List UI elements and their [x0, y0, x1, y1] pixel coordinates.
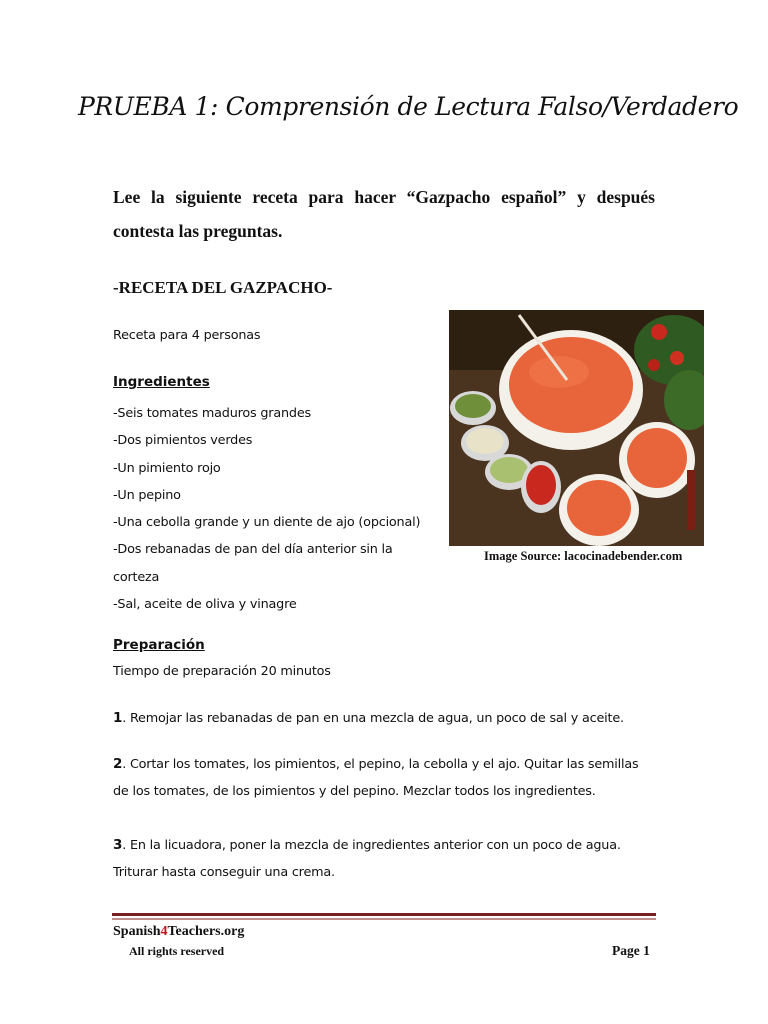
servings: Receta para 4 personas — [113, 328, 261, 343]
preparation-step-3 — [113, 832, 653, 886]
ingredients-heading: Ingredientes — [113, 374, 210, 390]
ingredient-item: -Seis tomates maduros grandes — [113, 406, 311, 421]
site-prefix: Spanish — [113, 924, 161, 939]
instructions: Lee la siguiente receta para hacer “Gazpacho español” y después contesta las preguntas. — [113, 187, 655, 241]
step-text: . Remojar las rebanadas de pan en una mezcla de agua, un poco de sal y aceite. — [122, 711, 624, 726]
recipe-title: -RECETA DEL GAZPACHO- — [113, 278, 333, 297]
ingredient-item: -Una cebolla grande y un diente de ajo (opcional) — [113, 515, 421, 531]
ingredient-item: -Sal, aceite de oliva y vinagre — [113, 597, 297, 613]
step-text: . Cortar los tomates, los pimientos, el pepino, la cebolla y el ajo. Quitar las semillas de los tomates, de los pimientos y del pepino. Mezclar todos los ingredientes. — [113, 757, 639, 799]
photo-caption: Image Source: lacocinadebender.com — [484, 549, 683, 563]
preparation-time: Tiempo de preparación 20 minutos — [113, 664, 331, 679]
ingredient-item: -Dos rebanadas de pan del día anterior sin la corteza — [113, 542, 393, 585]
footer-rights: All rights reserved — [129, 944, 225, 958]
ingredient-item: -Un pimiento rojo — [113, 460, 221, 476]
gazpacho-bowls-icon — [449, 310, 704, 546]
ingredient-item: -Un pepino — [113, 487, 181, 503]
page-number: Page 1 — [612, 943, 650, 958]
step-number: 3 — [113, 837, 123, 853]
preparation-step-1 — [113, 705, 653, 732]
preparation-heading: Preparación — [113, 637, 205, 653]
ingredient-item: -Dos pimientos verdes — [113, 433, 253, 449]
step-text: . En la licuadora, poner la mezcla de ingredientes anterior con un poco de agua. Triturar hasta conseguir una crema. — [113, 838, 621, 880]
footer-rule-thin — [112, 918, 656, 920]
site-suffix: Teachers.org — [167, 924, 245, 939]
preparation-step-2 — [113, 751, 653, 805]
document-title: PRUEBA 1: Comprensión de Lectura Falso/Verdadero — [78, 92, 739, 121]
ingredients-list — [113, 400, 433, 618]
step-number: 1 — [113, 710, 123, 726]
footer-rule — [112, 913, 656, 916]
site-number: 4 — [160, 924, 168, 939]
gazpacho-photo — [449, 310, 704, 546]
step-number: 2 — [113, 756, 123, 772]
footer-site — [113, 924, 244, 940]
